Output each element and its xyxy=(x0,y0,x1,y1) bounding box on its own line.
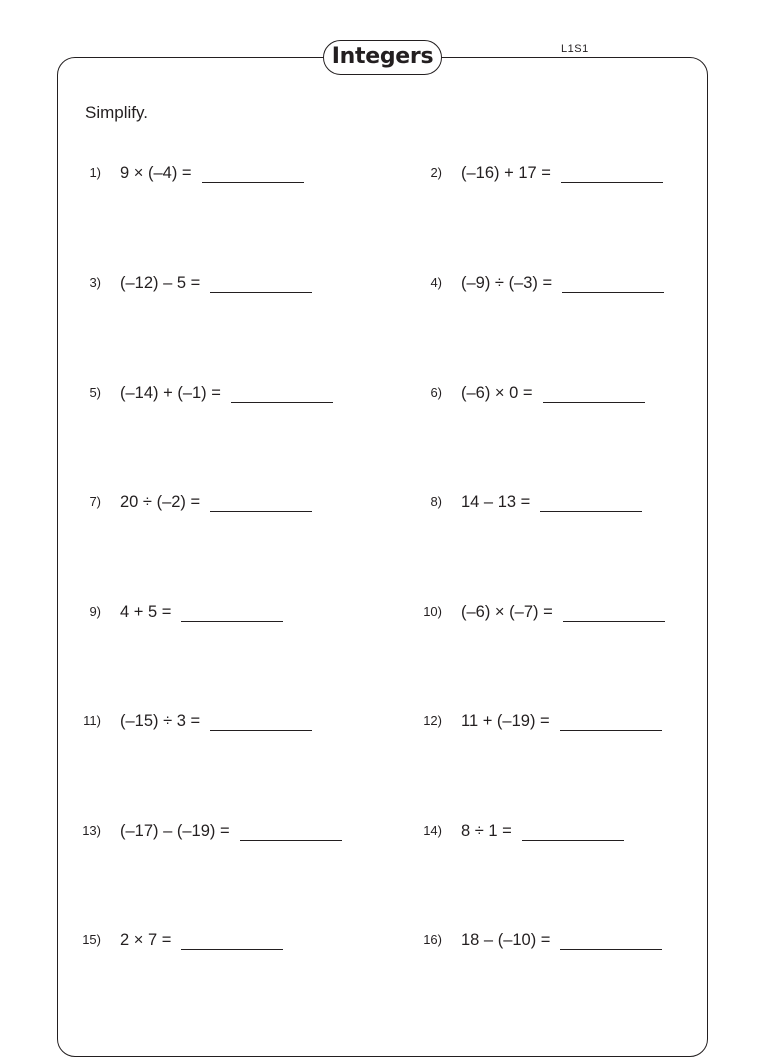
answer-blank[interactable] xyxy=(181,600,283,622)
problem-number: 14) xyxy=(423,823,442,838)
answer-blank[interactable] xyxy=(240,819,342,841)
problem-number: 4) xyxy=(430,275,442,290)
problem-expression: (–15) ÷ 3 = xyxy=(120,712,201,730)
problem-expression: 11 + (–19) = xyxy=(461,712,550,730)
answer-blank[interactable] xyxy=(543,381,645,403)
worksheet-title: Integers xyxy=(323,40,442,75)
problem-expression: (–9) ÷ (–3) = xyxy=(461,274,553,292)
answer-blank[interactable] xyxy=(231,381,333,403)
answer-blank[interactable] xyxy=(560,928,662,950)
problem-number: 1) xyxy=(89,165,101,180)
problem-expression: 9 × (–4) = xyxy=(120,164,192,182)
problem-16 xyxy=(423,929,662,951)
problem-2 xyxy=(430,162,663,184)
problem-1 xyxy=(89,162,304,184)
worksheet-code: L1S1 xyxy=(561,43,589,55)
answer-blank[interactable] xyxy=(560,709,662,731)
problem-expression: (–16) + 17 = xyxy=(461,164,551,182)
problem-4 xyxy=(430,272,664,294)
problem-expression: 18 – (–10) = xyxy=(461,931,551,949)
answer-blank[interactable] xyxy=(540,490,642,512)
problem-number: 6) xyxy=(430,385,442,400)
problem-13 xyxy=(82,820,342,842)
problem-expression: (–12) – 5 = xyxy=(120,274,201,292)
problem-number: 3) xyxy=(89,275,101,290)
problem-12 xyxy=(423,710,662,732)
worksheet-frame xyxy=(57,57,708,1057)
problem-expression: 14 – 13 = xyxy=(461,493,531,511)
problem-expression: 20 ÷ (–2) = xyxy=(120,493,201,511)
problem-number: 2) xyxy=(430,165,442,180)
answer-blank[interactable] xyxy=(202,161,304,183)
answer-blank[interactable] xyxy=(561,161,663,183)
problem-14 xyxy=(423,820,624,842)
problem-number: 7) xyxy=(89,494,101,509)
answer-blank[interactable] xyxy=(181,928,283,950)
problem-8 xyxy=(430,491,642,513)
answer-blank[interactable] xyxy=(563,600,665,622)
problem-expression: 2 × 7 = xyxy=(120,931,172,949)
problem-expression: (–14) + (–1) = xyxy=(120,384,221,402)
answer-blank[interactable] xyxy=(210,490,312,512)
problem-5 xyxy=(89,382,333,404)
problem-number: 12) xyxy=(423,713,442,728)
problem-number: 5) xyxy=(89,385,101,400)
answer-blank[interactable] xyxy=(210,271,312,293)
problem-10 xyxy=(423,601,665,623)
problem-expression: (–6) × (–7) = xyxy=(461,603,553,621)
problem-7 xyxy=(89,491,312,513)
problem-3 xyxy=(89,272,312,294)
problem-number: 9) xyxy=(89,604,101,619)
problem-number: 15) xyxy=(82,932,101,947)
instruction-text: Simplify. xyxy=(85,103,148,122)
problem-15 xyxy=(82,929,283,951)
problem-9 xyxy=(89,601,283,623)
problem-6 xyxy=(430,382,645,404)
answer-blank[interactable] xyxy=(522,819,624,841)
problem-expression: 4 + 5 = xyxy=(120,603,172,621)
problem-number: 8) xyxy=(430,494,442,509)
answer-blank[interactable] xyxy=(210,709,312,731)
answer-blank[interactable] xyxy=(562,271,664,293)
problem-expression: (–6) × 0 = xyxy=(461,384,533,402)
problem-number: 16) xyxy=(423,932,442,947)
problem-expression: (–17) – (–19) = xyxy=(120,822,230,840)
problem-number: 10) xyxy=(423,604,442,619)
problem-11 xyxy=(83,710,312,732)
problem-number: 13) xyxy=(82,823,101,838)
problem-number: 11) xyxy=(83,713,101,728)
problem-expression: 8 ÷ 1 = xyxy=(461,822,512,840)
